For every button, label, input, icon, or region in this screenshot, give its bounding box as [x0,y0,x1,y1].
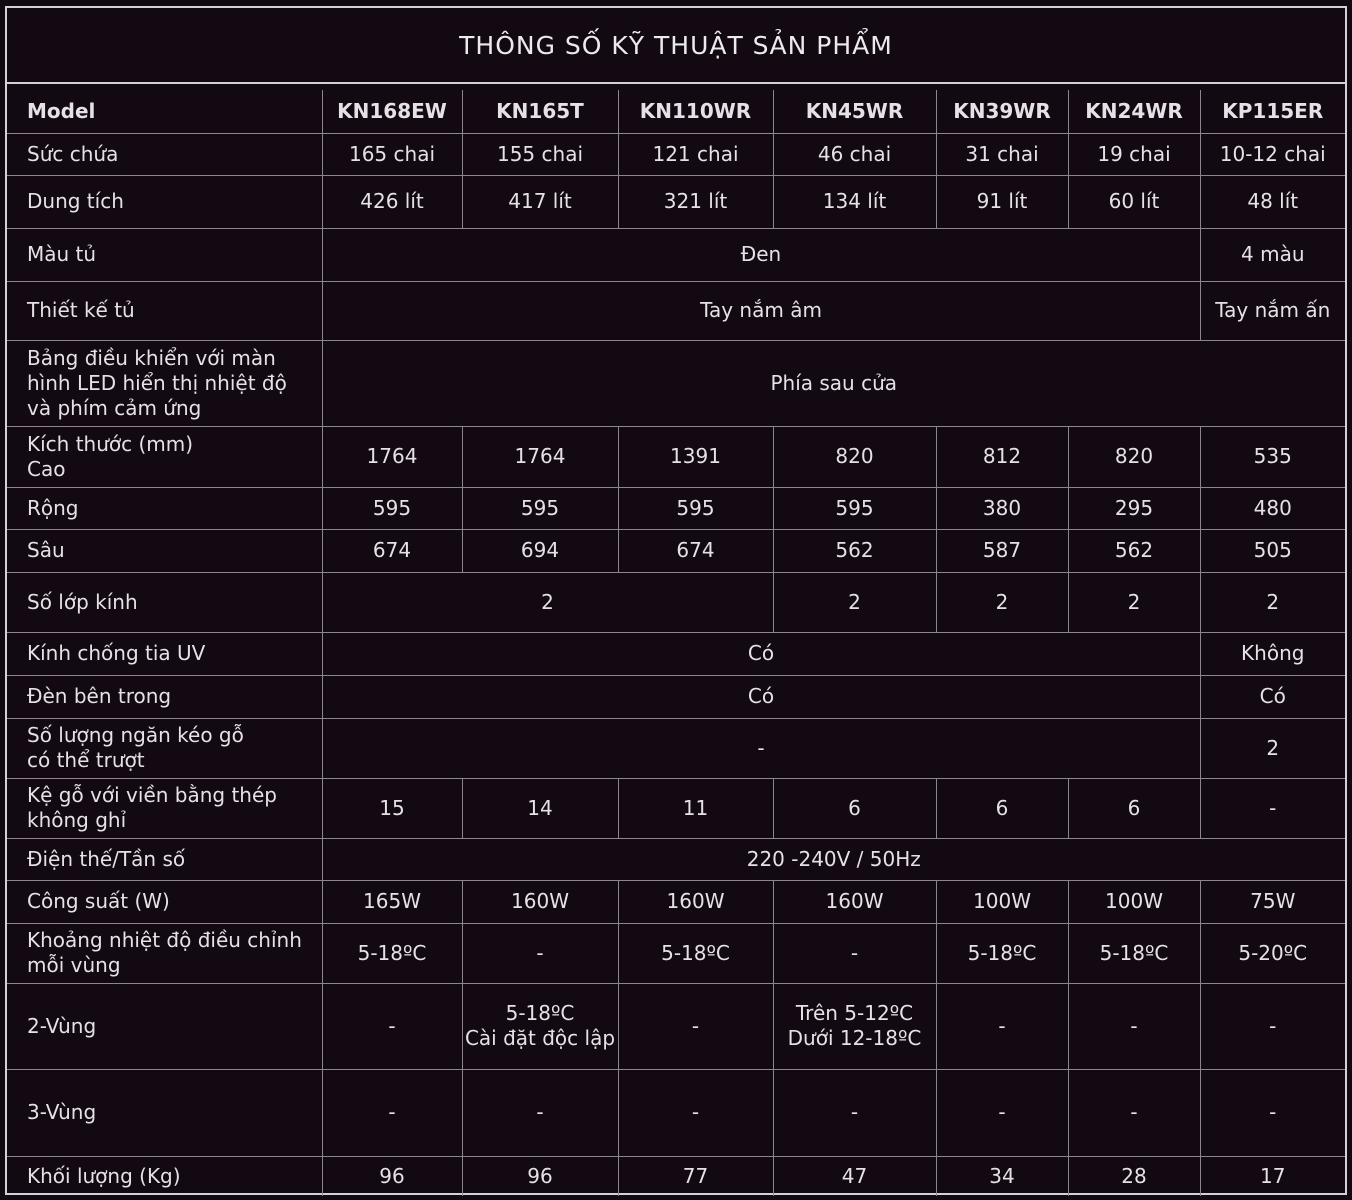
merged-cell: 220 -240V / 50Hz [322,838,1345,880]
table-cell: 96 [462,1156,618,1196]
header-label: Model [7,90,322,133]
row-label: Công suất (W) [7,880,322,923]
model-header: KN168EW [322,90,462,133]
table-cell: 1391 [618,426,773,487]
table-cell: - [322,983,462,1069]
table-cell: 812 [936,426,1068,487]
table-cell: 595 [462,487,618,529]
table-cell: 121 chai [618,133,773,175]
table-cell: - [936,1069,1068,1156]
table-cell: 165W [322,880,462,923]
table-row [7,632,1345,675]
table-cell: - [773,1069,936,1156]
table-cell: 2 [773,572,936,632]
table-cell: 160W [462,880,618,923]
row-label: Sức chứa [7,133,322,175]
table-row [7,133,1345,175]
table-cell: 15 [322,778,462,838]
table-cell: 2 [936,572,1068,632]
model-header: KN39WR [936,90,1068,133]
table-cell: 6 [936,778,1068,838]
table-cell: 155 chai [462,133,618,175]
table-cell: 14 [462,778,618,838]
merged-cell: 2 [322,572,773,632]
row-label: Màu tủ [7,228,322,281]
table-cell: 480 [1200,487,1345,529]
table-cell: 1764 [462,426,618,487]
row-label: Số lượng ngăn kéo gỗ có thể trượt [7,718,322,778]
page-title: THÔNG SỐ KỸ THUẬT SẢN PHẨM [7,8,1345,84]
table-row [7,228,1345,281]
table-cell: Tay nắm ấn [1200,281,1345,340]
table-cell: - [618,1069,773,1156]
table-row [7,778,1345,838]
table-cell: - [1068,1069,1200,1156]
row-label: Khoảng nhiệt độ điều chỉnh mỗi vùng [7,923,322,983]
model-header: KN165T [462,90,618,133]
table-cell: 17 [1200,1156,1345,1196]
table-cell: 694 [462,529,618,572]
table-row [7,838,1345,880]
table-cell: 674 [618,529,773,572]
model-header: KN110WR [618,90,773,133]
table-cell: - [1200,983,1345,1069]
table-cell: 417 lít [462,175,618,228]
table-cell: - [462,923,618,983]
table-cell: 5-18ºC [1068,923,1200,983]
row-label: Bảng điều khiển với màn hình LED hiển thị nhiệt độ và phím cảm ứng [7,340,322,426]
table-cell: 46 chai [773,133,936,175]
row-label: Điện thế/Tần số [7,838,322,880]
table-cell: 5-20ºC [1200,923,1345,983]
table-cell: 820 [1068,426,1200,487]
merged-cell: Tay nắm âm [322,281,1200,340]
table-cell: 5-18ºC [322,923,462,983]
table-row [7,175,1345,228]
row-label: Kích thước (mm) Cao [7,426,322,487]
table-cell: 380 [936,487,1068,529]
table-cell: - [936,983,1068,1069]
table-cell: 165 chai [322,133,462,175]
table-cell: 295 [1068,487,1200,529]
table-cell: 505 [1200,529,1345,572]
table-row [7,281,1345,340]
table-cell: 6 [773,778,936,838]
table-cell: 5-18ºC [618,923,773,983]
table-row [7,572,1345,632]
table-cell: 34 [936,1156,1068,1196]
table-cell: 11 [618,778,773,838]
table-cell: - [618,983,773,1069]
row-label: 2-Vùng [7,983,322,1069]
table-cell: 19 chai [1068,133,1200,175]
merged-cell: - [322,718,1200,778]
table-cell: - [1200,778,1345,838]
table-cell: 31 chai [936,133,1068,175]
row-label: Sâu [7,529,322,572]
table-row [7,983,1345,1069]
table-cell: 587 [936,529,1068,572]
table-cell: 5-18ºC Cài đặt độc lập [462,983,618,1069]
table-cell: 160W [618,880,773,923]
spec-frame [5,6,1347,1195]
row-label: Rộng [7,487,322,529]
table-cell: 100W [1068,880,1200,923]
table-cell: 562 [773,529,936,572]
table-cell: 562 [1068,529,1200,572]
merged-cell: Có [322,675,1200,718]
table-cell: - [1200,1069,1345,1156]
table-row [7,718,1345,778]
table-cell: 100W [936,880,1068,923]
merged-cell: Có [322,632,1200,675]
table-cell: 595 [618,487,773,529]
table-cell: 134 lít [773,175,936,228]
table-header-row [7,90,1345,133]
table-cell: 160W [773,880,936,923]
table-cell: 2 [1200,718,1345,778]
table-cell: 674 [322,529,462,572]
table-cell: 595 [773,487,936,529]
table-cell: 47 [773,1156,936,1196]
merged-cell: Phía sau cửa [322,340,1345,426]
table-cell: - [462,1069,618,1156]
row-label: Khối lượng (Kg) [7,1156,322,1196]
table-cell: 5-18ºC [936,923,1068,983]
table-cell: - [773,923,936,983]
row-label: Đèn bên trong [7,675,322,718]
table-cell: 75W [1200,880,1345,923]
table-row [7,923,1345,983]
row-label: Thiết kế tủ [7,281,322,340]
row-label: Dung tích [7,175,322,228]
table-cell: 321 lít [618,175,773,228]
table-cell: 426 lít [322,175,462,228]
table-cell: - [322,1069,462,1156]
table-cell: 96 [322,1156,462,1196]
table-cell: 10-12 chai [1200,133,1345,175]
table-cell: 4 màu [1200,228,1345,281]
table-row [7,1156,1345,1196]
table-cell: 48 lít [1200,175,1345,228]
model-header: KN45WR [773,90,936,133]
model-header: KN24WR [1068,90,1200,133]
model-header: KP115ER [1200,90,1345,133]
table-row [7,1069,1345,1156]
table-cell: 91 lít [936,175,1068,228]
table-row [7,880,1345,923]
table-cell: 60 lít [1068,175,1200,228]
table-cell: 595 [322,487,462,529]
table-cell: 77 [618,1156,773,1196]
table-cell: Trên 5-12ºC Dưới 12-18ºC [773,983,936,1069]
table-row [7,426,1345,487]
row-label: Số lớp kính [7,572,322,632]
table-cell: - [1068,983,1200,1069]
row-label: Kệ gỗ với viền bằng thép không ghỉ [7,778,322,838]
table-cell: 6 [1068,778,1200,838]
table-cell: 2 [1200,572,1345,632]
table-row [7,675,1345,718]
table-row [7,487,1345,529]
table-cell: Có [1200,675,1345,718]
row-label: Kính chống tia UV [7,632,322,675]
row-label: 3-Vùng [7,1069,322,1156]
table-cell: 820 [773,426,936,487]
table-cell: 1764 [322,426,462,487]
table-row [7,529,1345,572]
table-row [7,340,1345,426]
table-cell: 535 [1200,426,1345,487]
table-cell: 2 [1068,572,1200,632]
spec-table [7,90,1345,1196]
merged-cell: Đen [322,228,1200,281]
table-cell: 28 [1068,1156,1200,1196]
table-cell: Không [1200,632,1345,675]
